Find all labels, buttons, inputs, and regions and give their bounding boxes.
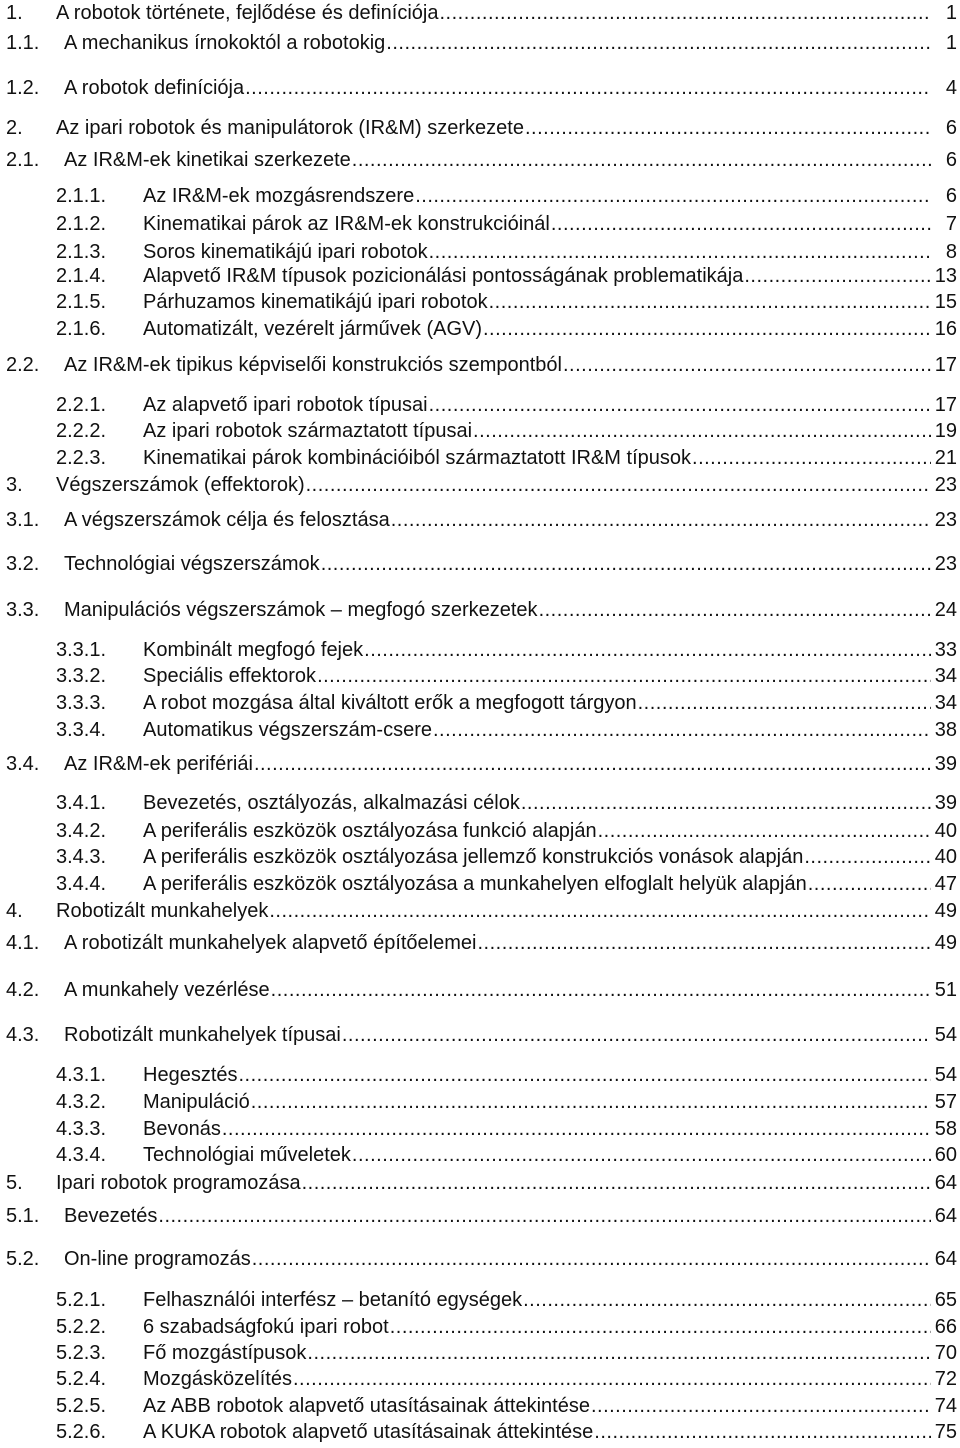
toc-entry-title-wrap	[64, 1022, 931, 1048]
toc-entry-page: 38	[934, 719, 957, 741]
toc-entry[interactable]	[0, 1116, 960, 1142]
toc-entry-title-wrap	[143, 717, 931, 743]
toc-entry[interactable]	[0, 239, 960, 265]
toc-entry[interactable]	[0, 445, 960, 471]
toc-entry-number: 2.1.5.	[56, 291, 107, 313]
toc-entry-number: 1.1.	[6, 32, 40, 54]
toc-entry[interactable]	[0, 898, 960, 924]
toc-entry[interactable]	[0, 1340, 960, 1366]
dot-leader	[744, 263, 931, 289]
toc-entry-page: 57	[934, 1091, 957, 1113]
toc-entry-title-wrap	[64, 1246, 931, 1272]
dot-leader	[808, 871, 931, 897]
dot-leader	[269, 898, 931, 924]
toc-entry[interactable]	[0, 1089, 960, 1115]
toc-entry-title: Mozgásközelítés	[143, 1368, 292, 1390]
toc-entry-title-wrap	[56, 898, 931, 924]
toc-entry[interactable]	[0, 316, 960, 342]
toc-entry-page: 64	[934, 1248, 957, 1270]
toc-entry-title-wrap	[56, 472, 931, 498]
toc-entry-page: 6	[945, 117, 957, 139]
toc-entry-number: 4.3.	[6, 1024, 40, 1046]
toc-entry-page: 6	[945, 185, 957, 207]
toc-entry-page: 49	[934, 900, 957, 922]
toc-entry-title-wrap	[143, 1393, 931, 1419]
toc-entry[interactable]	[0, 1142, 960, 1168]
toc-entry-title: A periferális eszközök osztályozása funkció alapján	[143, 820, 597, 842]
toc-entry[interactable]	[0, 930, 960, 956]
toc-entry-page: 65	[934, 1289, 957, 1311]
toc-entry[interactable]	[0, 1022, 960, 1048]
toc-entry[interactable]	[0, 392, 960, 418]
toc-entry[interactable]	[0, 871, 960, 897]
dot-leader	[321, 551, 931, 577]
toc-entry-number: 3.4.1.	[56, 792, 107, 814]
toc-entry[interactable]	[0, 818, 960, 844]
toc-entry-title-wrap	[64, 751, 931, 777]
toc-entry-number: 2.2.3.	[56, 447, 107, 469]
toc-entry-title: Párhuzamos kinematikájú ipari robotok	[143, 291, 488, 313]
toc-entry-page: 39	[934, 753, 957, 775]
toc-entry-page: 39	[934, 792, 957, 814]
toc-entry-page: 17	[934, 394, 957, 416]
toc-entry-title-wrap	[143, 289, 931, 315]
toc-entry-title: Robotizált munkahelyek	[56, 900, 269, 922]
toc-entry[interactable]	[0, 1419, 960, 1445]
toc-entry-title-wrap	[143, 183, 931, 209]
toc-entry-title-wrap	[143, 663, 931, 689]
toc-entry-title: Az IR&M-ek tipikus képviselői konstrukciós szempontból	[64, 354, 562, 376]
dot-leader	[364, 637, 931, 663]
toc-entry[interactable]	[0, 263, 960, 289]
toc-entry-title: A KUKA robotok alapvető utasításainak áttekintése	[143, 1421, 594, 1443]
toc-entry-title: Automatizált, vezérelt járművek (AGV)	[143, 318, 482, 340]
toc-entry-title-wrap	[143, 1340, 931, 1366]
toc-entry[interactable]	[0, 289, 960, 315]
toc-entry-title: Kinematikai párok az IR&M-ek konstrukcióinál	[143, 213, 550, 235]
toc-entry-title: Az IR&M-ek kinetikai szerkezete	[64, 149, 351, 171]
toc-entry-title: A robot mozgása által kiváltott erők a megfogott tárgyon	[143, 692, 637, 714]
toc-entry[interactable]	[0, 183, 960, 209]
toc-entry[interactable]	[0, 115, 960, 141]
toc-entry[interactable]	[0, 1314, 960, 1340]
dot-leader	[433, 717, 931, 743]
toc-entry-title-wrap	[64, 75, 931, 101]
dot-leader	[307, 1340, 931, 1366]
toc-entry-number: 3.3.4.	[56, 719, 107, 741]
toc-entry-title-wrap	[143, 239, 931, 265]
toc-entry-page: 75	[934, 1421, 957, 1443]
toc-entry-title: Manipulációs végszerszámok – megfogó szerkezetek	[64, 599, 538, 621]
dot-leader	[293, 1366, 931, 1392]
toc-entry-title: Fő mozgástípusok	[143, 1342, 307, 1364]
toc-entry[interactable]	[0, 1170, 960, 1196]
toc-entry-title: Az IR&M-ek mozgásrendszere	[143, 185, 415, 207]
toc-entry-number: 3.4.	[6, 753, 40, 775]
dot-leader	[477, 930, 931, 956]
dot-leader	[251, 1089, 931, 1115]
toc-entry-page: 21	[934, 447, 957, 469]
toc-entry-title: Speciális effektorok	[143, 665, 317, 687]
toc-entry-title-wrap	[143, 418, 931, 444]
toc-entry-number: 2.1.	[6, 149, 40, 171]
toc-entry-title-wrap	[143, 1366, 931, 1392]
dot-leader	[306, 472, 931, 498]
toc-entry[interactable]	[0, 1062, 960, 1088]
toc-entry[interactable]	[0, 1366, 960, 1392]
dot-leader	[638, 690, 931, 716]
toc-entry[interactable]	[0, 1203, 960, 1229]
toc-entry-title: A periferális eszközök osztályozása a munkahelyen elfoglalt helyük alapján	[143, 873, 807, 895]
toc-entry-title-wrap	[143, 1419, 931, 1445]
toc-entry-number: 4.3.2.	[56, 1091, 107, 1113]
toc-entry-number: 5.2.6.	[56, 1421, 107, 1443]
dot-leader	[523, 1287, 931, 1313]
toc-entry-title-wrap	[143, 445, 931, 471]
dot-leader	[439, 0, 931, 26]
toc-entry-page: 54	[934, 1064, 957, 1086]
toc-entry-number: 3.3.2.	[56, 665, 107, 687]
toc-entry-number: 3.3.1.	[56, 639, 107, 661]
toc-entry-title: 6 szabadságfokú ipari robot	[143, 1316, 389, 1338]
toc-entry[interactable]	[0, 751, 960, 777]
toc-entry-number: 4.3.1.	[56, 1064, 107, 1086]
toc-entry-page: 54	[934, 1024, 957, 1046]
toc-entry-title: A robotok története, fejlődése és definíciója	[56, 2, 439, 24]
dot-leader	[539, 597, 931, 623]
toc-entry[interactable]	[0, 472, 960, 498]
dot-leader	[302, 1170, 931, 1196]
toc-entry-title-wrap	[143, 316, 931, 342]
toc-entry-title: Robotizált munkahelyek típusai	[64, 1024, 341, 1046]
toc-entry[interactable]	[0, 147, 960, 173]
dot-leader	[525, 115, 931, 141]
toc-entry-page: 72	[934, 1368, 957, 1390]
toc-entry[interactable]	[0, 507, 960, 533]
toc-entry[interactable]	[0, 844, 960, 870]
toc-entry-title-wrap	[143, 1062, 931, 1088]
toc-entry-title-wrap	[143, 690, 931, 716]
toc-entry-title: A robotok definíciója	[64, 77, 245, 99]
dot-leader	[352, 1142, 931, 1168]
toc-entry-page: 13	[934, 265, 957, 287]
toc-entry-title-wrap	[56, 0, 931, 26]
toc-entry-title: Bevonás	[143, 1118, 221, 1140]
toc-entry-number: 5.	[6, 1172, 23, 1194]
toc-entry-title-wrap	[56, 115, 931, 141]
toc-entry-page: 4	[945, 77, 957, 99]
dot-leader	[692, 445, 931, 471]
toc-entry-title: A mechanikus írnokoktól a robotokig	[64, 32, 386, 54]
toc-entry[interactable]	[0, 690, 960, 716]
dot-leader	[429, 392, 931, 418]
toc-entry-number: 2.1.1.	[56, 185, 107, 207]
toc-entry-number: 2.1.3.	[56, 241, 107, 263]
toc-entry-title-wrap	[143, 818, 931, 844]
toc-entry[interactable]	[0, 637, 960, 663]
toc-entry-number: 2.1.2.	[56, 213, 107, 235]
toc-entry-title: Ipari robotok programozása	[56, 1172, 301, 1194]
dot-leader	[591, 1393, 931, 1419]
toc-entry-title: A munkahely vezérlése	[64, 979, 270, 1001]
toc-entry-number: 3.4.4.	[56, 873, 107, 895]
toc-entry[interactable]	[0, 0, 960, 26]
toc-entry[interactable]	[0, 597, 960, 623]
toc-entry-title-wrap	[143, 263, 931, 289]
toc-entry-title-wrap	[143, 790, 931, 816]
toc-entry-title: A végszerszámok célja és felosztása	[64, 509, 390, 531]
toc-entry-title: Bevezetés	[64, 1205, 158, 1227]
dot-leader	[342, 1022, 931, 1048]
toc-entry-page: 33	[934, 639, 957, 661]
toc-entry-title: Felhasználói interfész – betanító egységek	[143, 1289, 523, 1311]
dot-leader	[429, 239, 931, 265]
toc-entry-page: 34	[934, 692, 957, 714]
dot-leader	[158, 1203, 931, 1229]
toc-entry-page: 23	[934, 474, 957, 496]
toc-entry-page: 16	[934, 318, 957, 340]
toc-entry-number: 2.2.	[6, 354, 40, 376]
dot-leader	[254, 751, 931, 777]
toc-entry-page: 58	[934, 1118, 957, 1140]
toc-entry-title: Az IR&M-ek perifériái	[64, 753, 253, 775]
toc-entry-number: 5.2.4.	[56, 1368, 107, 1390]
toc-entry-title: Technológiai végszerszámok	[64, 553, 320, 575]
toc-entry-number: 5.2.3.	[56, 1342, 107, 1364]
toc-entry-page: 23	[934, 553, 957, 575]
toc-entry-page: 1	[945, 2, 957, 24]
toc-entry-title: Technológiai műveletek	[143, 1144, 351, 1166]
toc-entry-title: Az ipari robotok és manipulátorok (IR&M) szerkezete	[56, 117, 524, 139]
dot-leader	[390, 1314, 931, 1340]
toc-entry-page: 66	[934, 1316, 957, 1338]
toc-entry[interactable]	[0, 352, 960, 378]
toc-entry-number: 5.1.	[6, 1205, 40, 1227]
toc-entry[interactable]	[0, 717, 960, 743]
toc-entry-number: 5.2.5.	[56, 1395, 107, 1417]
toc-entry-title-wrap	[143, 1314, 931, 1340]
toc-entry-number: 2.1.6.	[56, 318, 107, 340]
dot-leader	[352, 147, 931, 173]
dot-leader	[317, 663, 931, 689]
toc-entry-page: 24	[934, 599, 957, 621]
dot-leader	[473, 418, 931, 444]
toc-entry-number: 2.2.2.	[56, 420, 107, 442]
dot-leader	[521, 790, 931, 816]
toc-entry-title-wrap	[143, 1089, 931, 1115]
dot-leader	[222, 1116, 931, 1142]
toc-entry-number: 5.2.2.	[56, 1316, 107, 1338]
toc-entry-title-wrap	[64, 1203, 931, 1229]
toc-entry-title-wrap	[64, 507, 931, 533]
toc-entry-page: 40	[934, 820, 957, 842]
toc-entry-title-wrap	[143, 637, 931, 663]
toc-entry-title-wrap	[143, 1287, 931, 1313]
toc-entry[interactable]	[0, 790, 960, 816]
toc-entry-title-wrap	[143, 1116, 931, 1142]
toc-entry-title: Hegesztés	[143, 1064, 238, 1086]
toc-entry-title: Végszerszámok (effektorok)	[56, 474, 305, 496]
toc-entry-number: 3.4.2.	[56, 820, 107, 842]
toc-entry-page: 34	[934, 665, 957, 687]
dot-leader	[483, 316, 931, 342]
toc-entry-number: 3.2.	[6, 553, 40, 575]
toc-entry-page: 47	[934, 873, 957, 895]
toc-entry-title: Kinematikai párok kombinációiból származtatott IR&M típusok	[143, 447, 692, 469]
toc-entry-title-wrap	[64, 30, 931, 56]
toc-entry-number: 4.2.	[6, 979, 40, 1001]
toc-entry[interactable]	[0, 418, 960, 444]
dot-leader	[594, 1419, 931, 1445]
toc-entry-page: 51	[934, 979, 957, 1001]
toc-entry-number: 3.1.	[6, 509, 40, 531]
toc-entry-page: 15	[934, 291, 957, 313]
toc-entry-title-wrap	[56, 1170, 931, 1196]
toc-entry-page: 7	[945, 213, 957, 235]
toc-entry-page: 19	[934, 420, 957, 442]
toc-entry[interactable]	[0, 663, 960, 689]
toc-entry-title: Kombinált megfogó fejek	[143, 639, 364, 661]
toc-entry-number: 1.	[6, 2, 23, 24]
toc-entry[interactable]	[0, 30, 960, 56]
toc-entry-title-wrap	[64, 147, 931, 173]
toc-entry[interactable]	[0, 977, 960, 1003]
toc-entry[interactable]	[0, 1246, 960, 1272]
toc-entry-page: 6	[945, 149, 957, 171]
toc-entry-title: A periferális eszközök osztályozása jellemző konstrukciós vonások alapján	[143, 846, 804, 868]
dot-leader	[415, 183, 931, 209]
toc-entry-title-wrap	[64, 930, 931, 956]
toc-entry-title: Automatikus végszerszám-csere	[143, 719, 432, 741]
toc-entry[interactable]	[0, 1287, 960, 1313]
toc-entry-number: 3.3.3.	[56, 692, 107, 714]
toc-entry-number: 5.2.	[6, 1248, 40, 1270]
dot-leader	[598, 818, 931, 844]
dot-leader	[804, 844, 931, 870]
dot-leader	[391, 507, 931, 533]
toc-entry-title: Az ABB robotok alapvető utasításainak áttekintése	[143, 1395, 590, 1417]
toc-entry-title-wrap	[143, 392, 931, 418]
toc-entry-number: 4.3.4.	[56, 1144, 107, 1166]
toc-entry-number: 2.1.4.	[56, 265, 107, 287]
toc-entry-title: Alapvető IR&M típusok pozicionálási pontosságának problematikája	[143, 265, 744, 287]
toc-entry-number: 4.3.3.	[56, 1118, 107, 1140]
dot-leader	[252, 1246, 931, 1272]
toc-entry-title-wrap	[64, 977, 931, 1003]
toc-entry-number: 3.3.	[6, 599, 40, 621]
toc-entry-page: 64	[934, 1172, 957, 1194]
toc-entry-number: 1.2.	[6, 77, 40, 99]
toc-entry-number: 2.2.1.	[56, 394, 107, 416]
toc-entry-title-wrap	[143, 1142, 931, 1168]
toc-entry-title-wrap	[64, 352, 931, 378]
toc-entry-title-wrap	[143, 871, 931, 897]
toc-entry-title: Soros kinematikájú ipari robotok	[143, 241, 428, 263]
toc-entry-page: 23	[934, 509, 957, 531]
toc-entry-number: 4.	[6, 900, 23, 922]
toc-entry[interactable]	[0, 75, 960, 101]
toc-entry-page: 1	[945, 32, 957, 54]
dot-leader	[386, 30, 931, 56]
dot-leader	[239, 1062, 932, 1088]
toc-entry-title: A robotizált munkahelyek alapvető építőelemei	[64, 932, 477, 954]
dot-leader	[551, 211, 931, 237]
toc-entry-number: 3.	[6, 474, 23, 496]
dot-leader	[563, 352, 931, 378]
toc-entry[interactable]	[0, 211, 960, 237]
toc-entry-title: Manipuláció	[143, 1091, 250, 1113]
toc-entry-number: 3.4.3.	[56, 846, 107, 868]
toc-entry-number: 2.	[6, 117, 23, 139]
toc-entry-page: 40	[934, 846, 957, 868]
toc-entry-title-wrap	[143, 844, 931, 870]
toc-entry-page: 17	[934, 354, 957, 376]
toc-entry-title: Az alapvető ipari robotok típusai	[143, 394, 428, 416]
toc-entry-page: 64	[934, 1205, 957, 1227]
toc-entry-page: 74	[934, 1395, 957, 1417]
toc-entry-page: 70	[934, 1342, 957, 1364]
toc-entry-page: 49	[934, 932, 957, 954]
toc-entry[interactable]	[0, 1393, 960, 1419]
toc-entry-title: On-line programozás	[64, 1248, 251, 1270]
toc-entry-number: 4.1.	[6, 932, 40, 954]
toc-entry-title: Bevezetés, osztályozás, alkalmazási célok	[143, 792, 520, 814]
toc-entry-number: 5.2.1.	[56, 1289, 107, 1311]
toc-entry-page: 60	[934, 1144, 957, 1166]
dot-leader	[489, 289, 931, 315]
toc-entry-title-wrap	[64, 597, 931, 623]
toc-entry-page: 8	[945, 241, 957, 263]
dot-leader	[271, 977, 931, 1003]
toc-entry-title-wrap	[64, 551, 931, 577]
toc-entry-title-wrap	[143, 211, 931, 237]
toc-entry[interactable]	[0, 551, 960, 577]
toc-entry-title: Az ipari robotok származtatott típusai	[143, 420, 473, 442]
dot-leader	[245, 75, 931, 101]
